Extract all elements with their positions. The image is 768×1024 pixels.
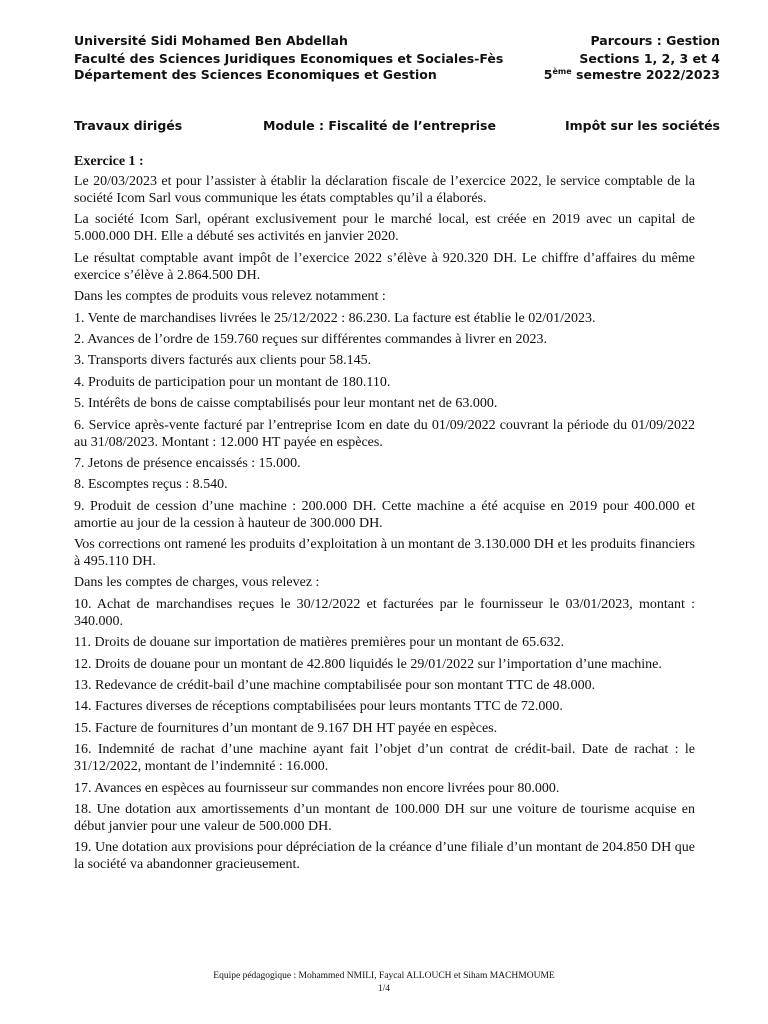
paragraph: Dans les comptes de produits vous relevez notamment : [74, 289, 386, 305]
course-type: Travaux dirigés [74, 118, 183, 133]
list-item: 1. Vente de marchandises livrées le 25/12/2022 : 86.230. La facture est établie le 02/01/2023. [74, 310, 596, 326]
list-item: 11. Droits de douane sur importation de matières premières pour un montant de 65.632. [74, 635, 565, 651]
footer [0, 970, 768, 996]
list-item: 7. Jetons de présence encaissés : 15.000. [74, 455, 301, 471]
list-item: 6. Service après-vente facturé par l’entreprise Icom en date du 01/09/2022 couvrant la période du 01/09/2022 au 31/08/2023. Montant : 12.000 HT payée en espèces. [74, 417, 695, 450]
sections: Sections 1, 2, 3 et 4 [579, 51, 720, 66]
list-item: 13. Redevance de crédit-bail d’une machine comptabilisée pour son montant TTC de 48.000. [74, 678, 596, 694]
faculty-name: Faculté des Sciences Juridiques Economiques et Sociales-Fès [74, 51, 504, 66]
exercise-content [74, 153, 695, 878]
paragraph: Vos corrections ont ramené les produits d’exploitation à un montant de 3.130.000 DH et les produits financiers à 495.110 DH. [74, 537, 695, 570]
list-item: 8. Escomptes reçus : 8.540. [74, 477, 228, 493]
teaching-team: Equipe pédagogique : Mohammed NMILI, Faycal ALLOUCH et Siham MACHMOUME [213, 971, 555, 981]
list-item: 3. Transports divers facturés aux clients pour 58.145. [74, 353, 372, 369]
list-item: 4. Produits de participation pour un montant de 180.110. [74, 374, 391, 390]
parcours: Parcours : Gestion [590, 33, 720, 48]
university-name: Université Sidi Mohamed Ben Abdellah [74, 33, 348, 48]
list-item: 5. Intérêts de bons de caisse comptabilisés pour leur montant net de 63.000. [74, 396, 498, 412]
list-item: 15. Facture de fournitures d’un montant de 9.167 DH HT payée en espèces. [74, 720, 498, 736]
list-item: 19. Une dotation aux provisions pour dépréciation de la créance d’une filiale d’un montant de 204.850 DH que la société va abandonner gracieusement. [74, 840, 695, 873]
header-line-1 [74, 32, 720, 50]
semester: 5ème semestre 2022/2023 [543, 66, 720, 82]
paragraph: Le résultat comptable avant impôt de l’exercice 2022 s’élève à 920.320 DH. Le chiffre d’affaires du même exercice s’élève à 2.864.500 DH. [74, 250, 695, 283]
department-name: Département des Sciences Economiques et Gestion [74, 67, 437, 82]
list-item: 18. Une dotation aux amortissements d’un montant de 100.000 DH sur une voiture de tourisme acquise en début janvier pour une valeur de 500.000 DH. [74, 801, 695, 834]
topic: Impôt sur les sociétés [564, 118, 720, 133]
module-name: Module : Fiscalité de l’entreprise [263, 118, 496, 133]
paragraph: Dans les comptes de charges, vous relevez : [74, 575, 320, 591]
list-item: 12. Droits de douane pour un montant de 42.800 liquidés le 29/01/2022 sur l’importation d’une machine. [74, 656, 662, 672]
header-line-3 [74, 66, 720, 84]
list-item: 14. Factures diverses de réceptions comptabilisées pour leurs montants TTC de 72.000. [74, 699, 563, 715]
page-number: 1/4 [377, 984, 391, 994]
paragraph: La société Icom Sarl, opérant exclusivement pour le marché local, est créée en 2019 avec un capital de 5.000.000 DH. Elle a débuté ses activités en janvier 2020. [74, 212, 695, 245]
exercise-title: Exercice 1 : [74, 154, 144, 169]
list-item: 16. Indemnité de rachat d’une machine ayant fait l’objet d’un contrat de crédit-bail. Date de rachat : le 31/12/2022, montant de l’indemnité : 16.000. [74, 742, 695, 775]
paragraph: Le 20/03/2023 et pour l’assister à établir la déclaration fiscale de l’exercice 2022, le service comptable de la société Icom Sarl vous communique les états comptables qu’il a élaborés. [74, 174, 695, 206]
list-item: 2. Avances de l’ordre de 159.760 reçues sur différentes commandes à livrer en 2023. [74, 331, 547, 347]
list-item: 9. Produit de cession d’une machine : 200.000 DH. Cette machine a été acquise en 2019 pour 400.000 et amortie au jour de la cession à hauteur de 300.000 DH. [74, 498, 695, 531]
list-item: 17. Avances en espèces au fournisseur sur commandes non encore livrées pour 80.000. [74, 780, 560, 796]
list-item: 10. Achat de marchandises reçues le 30/12/2022 et facturées par le fournisseur le 03/01/2023, montant : 340.000. [74, 596, 695, 629]
